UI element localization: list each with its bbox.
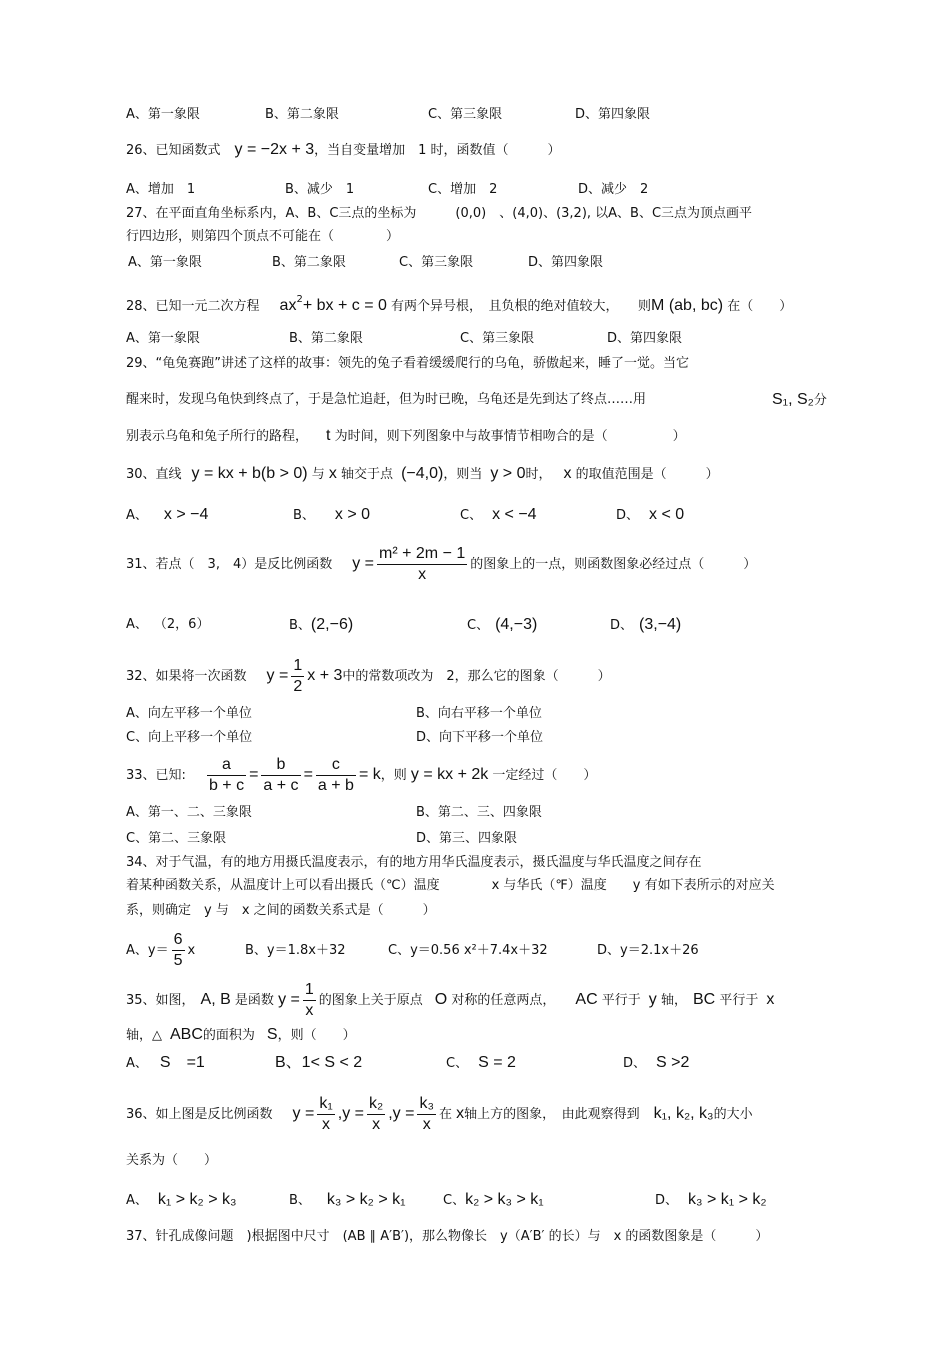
q33-text: 一定经过（ ） [492, 768, 597, 783]
q36-k3: k₃ [417, 1094, 436, 1115]
q33-fraction-2 [261, 755, 300, 796]
q31-option-b [289, 617, 353, 634]
q35-d-value: S >2 [656, 1054, 690, 1071]
q36-k-list: k₁, k₂, k₃ [653, 1105, 714, 1122]
q33-f1-denominator: b + c [208, 777, 245, 794]
q34-stem-line2: 着某种函数关系，从温度计上可以看出摄氏（℃）温度 x 与华氏（℉）温度 y 有如下表所示的对应关 [126, 878, 775, 893]
q29-t-label: t [326, 427, 331, 444]
q33-expression: y = kx + 2k [410, 766, 489, 783]
q33-f3-denominator: a + b [317, 777, 354, 794]
q29-line3-end: 为时间，则下列图象中与故事情节相吻合的是（ ） [334, 429, 686, 444]
q36-fraction-2 [367, 1094, 385, 1135]
q30-d-label: D、 [616, 508, 640, 523]
q33-f1-numerator: a [207, 755, 246, 776]
q36-d-value: k₃ > k₁ > k₂ [688, 1191, 767, 1208]
q35-text-1: 是函数 [234, 993, 274, 1008]
q32-stem [126, 654, 611, 699]
q33-option-c: C、第二、三象限 [126, 831, 227, 846]
q36-a-label: A、 [126, 1193, 148, 1208]
q34-a-label: A、y＝ [126, 943, 169, 958]
q31-c-label: C、 [467, 618, 490, 633]
q29-s-label: S₁, S₂ [772, 391, 814, 408]
q36-y3-equals: y = [392, 1105, 415, 1122]
q31-c-value: (4,−3) [495, 616, 538, 633]
q36-option-d [655, 1192, 767, 1209]
q35-text-2: 的图象上关于原点 [318, 993, 423, 1008]
q35-b-value: B、1< S < 2 [275, 1054, 363, 1071]
q30-d-value: x < 0 [649, 506, 685, 523]
q36-k1: k₁ [317, 1094, 334, 1115]
q28-expr-rest: + bx + c = 0 [302, 297, 387, 314]
q25-option-b: B、第二象限 [265, 107, 339, 122]
q29-stem-line2: 醒来时，发现乌龟快到终点了，于是急忙追赶，但为时已晚，乌龟还是先到达了终点……用 [126, 392, 647, 407]
q31-b-value: (2,−6) [310, 616, 354, 633]
q30-text-1: 与 [311, 467, 325, 482]
q35-fraction [303, 980, 316, 1021]
q30-option-c [460, 507, 537, 524]
q27-option-b: B、第二象限 [272, 255, 346, 270]
q30-c-value: x < −4 [492, 506, 537, 523]
q36-c-label: C、 [443, 1193, 466, 1208]
q32-option-a: A、向左平移一个单位 [126, 706, 252, 721]
q34-a-fraction [172, 930, 185, 971]
q32-option-d: D、向下平移一个单位 [416, 730, 544, 745]
q26-option-a: A、增加 1 [126, 182, 196, 197]
q30-a-value: x > −4 [163, 506, 209, 523]
q35-option-b [275, 1055, 362, 1072]
q28-point: M (ab, bc) [651, 297, 724, 314]
q30-c-label: C、 [460, 508, 483, 523]
q29-s-symbols [772, 392, 827, 409]
q33-fraction-3 [316, 755, 356, 796]
q26-stem [126, 142, 561, 159]
q35-c-value: S = 2 [478, 1054, 516, 1071]
q35-option-d [623, 1055, 689, 1072]
q35-a-label: A、 [126, 1056, 148, 1071]
q25-option-c: C、第三象限 [428, 107, 503, 122]
q33-option-b: B、第二、三、四象限 [416, 805, 542, 820]
q29-stem-line1: 29、“龟兔赛跑”讲述了这样的故事：领先的兔子看着缓缓爬行的乌龟，骄傲起来，睡了一觉。当它 [126, 356, 690, 371]
q36-option-c [443, 1192, 544, 1209]
q35-denominator: x [305, 1002, 314, 1019]
q29-line3-start: 别表示乌龟和兔子所行的路程， [126, 429, 309, 444]
q30-b-value: x > 0 [334, 506, 371, 523]
q36-denominator-1: x [322, 1116, 331, 1133]
q35-origin: O [434, 991, 448, 1008]
q36-y1-equals: y = [292, 1105, 315, 1122]
q35-triangle-abc: ABC [170, 1026, 203, 1043]
q25-option-a: A、第一象限 [126, 107, 200, 122]
q33-stem: 33、已知: $\frac{a}{b + c}$ = $\frac{b}{a + c}$ = $\frac{c}{a + b}$ = k，则 y = kx + 2k 一定经过（ ） [126, 756, 597, 794]
q36-option-a [126, 1192, 237, 1209]
q36-text-3: 的大小 [713, 1107, 753, 1122]
q26-option-c: C、增加 2 [428, 182, 498, 197]
q35-option-a [126, 1055, 205, 1072]
q28-end: 在（ ） [727, 299, 793, 314]
q36-stem-line2: 关系为（ ） [126, 1153, 218, 1168]
q35-y-axis: y [648, 991, 657, 1008]
q37-stem: 37、针孔成像问题 )根据图中尺寸 (AB ∥ A′B′)，那么物像长 y（A′B′ 的长）与 x 的函数图象是（ ） [126, 1229, 769, 1244]
q34-stem-line1: 34、对于气温，有的地方用摄氏温度表示，有的地方用华氏温度表示，摄氏温度与华氏温度之间存在 [126, 855, 702, 870]
q28-option-c: C、第三象限 [460, 331, 535, 346]
q26-expression: y = −2x + 3 [234, 141, 315, 158]
q31-a-value: （2，6） [153, 617, 210, 632]
q35-area-s: S [266, 1026, 278, 1043]
q35-option-c [446, 1055, 516, 1072]
q35-x-axis: x [766, 991, 775, 1008]
q35-number: 35、如图， [126, 993, 195, 1008]
q35-stem-line1 [126, 980, 774, 1021]
q36-text-2: 轴上方的图象， 由此观察得到 [464, 1107, 640, 1122]
q28-text: 有两个异号根， 且负根的绝对值较大， 则 [391, 299, 652, 314]
q25-option-d: D、第四象限 [575, 107, 651, 122]
q32-expression-tail: x + 3 [307, 667, 343, 684]
q34-option-a [126, 929, 195, 973]
q33-option-d: D、第三、四象限 [416, 831, 518, 846]
q33-f2-numerator: b [261, 755, 300, 776]
q27-option-a: A、第一象限 [128, 255, 202, 270]
q28-stem: 28、已知一元二次方程 $ax^2+$ bx + c = 0 有两个异号根， 且负根的绝对值较大， 则M (ab, bc) 在（ ） [126, 294, 793, 314]
q32-option-c: C、向上平移一个单位 [126, 730, 253, 745]
q26-text: ，当自变量增加 1 时，函数值（ ） [314, 143, 561, 158]
q33-option-a: A、第一、二、三象限 [126, 805, 252, 820]
q36-a-value: k₁ > k₂ > k₃ [157, 1191, 237, 1208]
q27-option-d: D、第四象限 [528, 255, 604, 270]
q36-k2: k₂ [367, 1094, 385, 1115]
q32-numerator: 1 [291, 656, 304, 677]
q28-option-b: B、第二象限 [289, 331, 363, 346]
q35-text-3: 对称的任意两点， [451, 993, 556, 1008]
q31-stem [126, 542, 756, 587]
q30-text-2: 轴交于点 [341, 467, 394, 482]
q31-d-value: (3,−4) [639, 616, 682, 633]
q28-option-d: D、第四象限 [607, 331, 683, 346]
q35-d-label: D、 [623, 1056, 647, 1071]
q34-a-denominator: 5 [173, 952, 183, 969]
q30-condition: y > 0 [490, 465, 526, 482]
q35-text-4: 平行于 [601, 993, 641, 1008]
q32-fraction [291, 656, 304, 697]
q33-f3-numerator: c [316, 755, 356, 776]
q31-fraction [377, 544, 467, 585]
q31-b-label: B、 [289, 618, 311, 633]
q34-a-x: x [187, 943, 196, 958]
q30-expression: y = kx + b(b > 0) [191, 465, 308, 482]
q34-stem-line3: 系，则确定 y 与 x 之间的函数关系式是（ ） [126, 903, 436, 918]
q34-option-c: C、y＝0.56 x²＋7.4x＋32 [388, 943, 548, 958]
q34-option-b: B、y＝1.8x＋32 [245, 943, 346, 958]
q36-fraction-3 [417, 1094, 436, 1135]
q30-point: (−4,0) [401, 465, 444, 482]
q26-option-d: D、减少 2 [578, 182, 649, 197]
q32-denominator: 2 [293, 678, 303, 695]
q30-option-a [126, 507, 208, 524]
q36-d-label: D、 [655, 1193, 679, 1208]
q31-option-d [610, 617, 681, 634]
q30-text-4: 时， [525, 467, 552, 482]
q36-b-label: B、 [289, 1193, 311, 1208]
q36-number: 36、如上图是反比例函数 [126, 1107, 273, 1122]
q35-line2-end: ，则（ ） [277, 1028, 356, 1043]
q29-stem-line3 [126, 428, 686, 445]
q31-option-a [126, 617, 209, 633]
q35-bc: BC [692, 991, 716, 1008]
q32-y-equals: y = [266, 667, 289, 684]
q35-c-label: C、 [446, 1056, 469, 1071]
q31-d-label: D、 [610, 618, 634, 633]
q34-a-numerator: 6 [172, 930, 185, 951]
q27-stem-line2: 行四边形，则第四个顶点不可能在（ ） [126, 229, 400, 244]
q36-stem-line1: 36、如上图是反比例函数 y = $\frac{\text{k₁}}{x}$ ,y = $\frac{\text{k₂}}{x}$ ,y = $\frac{\text{k₃}}{x}$ 在 x轴上方的图象， 由此观察得到 k₁, k₂, k₃的大小 [126, 1095, 753, 1133]
q31-y-equals: y = [352, 555, 375, 572]
q29-s-end: 分 [813, 393, 827, 408]
q35-line2-mid: 的面积为 [202, 1028, 255, 1043]
q36-text-1: 在 [438, 1107, 452, 1122]
q28-expr-ax: ax [279, 297, 297, 314]
q36-option-b [289, 1192, 406, 1209]
q36-fraction-1 [317, 1094, 334, 1135]
q27-option-c: C、第三象限 [399, 255, 474, 270]
q32-number: 32、如果将一次函数 [126, 669, 247, 684]
q30-x-symbol-2: x [563, 465, 572, 482]
q32-option-b: B、向右平移一个单位 [416, 706, 542, 721]
q36-c-value: k₂ > k₃ > k₁ [465, 1191, 544, 1208]
q36-denominator-2: x [372, 1116, 381, 1133]
q26-number: 26、已知函数式 [126, 143, 221, 158]
q35-y-equals: y = [278, 991, 300, 1008]
q35-text-6: 平行于 [719, 993, 759, 1008]
q35-a-value: S =1 [159, 1054, 205, 1071]
q30-text-5: 的取值范围是（ ） [575, 467, 719, 482]
q35-text-5: 轴， [660, 993, 687, 1008]
q30-option-d [616, 507, 684, 524]
q31-text: 的图象上的一点，则函数图象必经过点（ ） [470, 557, 757, 572]
q31-option-c [467, 617, 537, 634]
q36-denominator-3: x [422, 1116, 431, 1133]
q30-number: 30、直线 [126, 467, 182, 482]
q35-ab: A, B [200, 991, 231, 1008]
q34-option-d: D、y＝2.1x＋26 [597, 943, 699, 958]
q30-x-symbol: x [328, 465, 337, 482]
q36-y2-equals: y = [342, 1105, 364, 1122]
q36-x-axis: x [456, 1105, 465, 1122]
q31-a-label: A、 [126, 617, 148, 632]
q27-stem-line1: 27、在平面直角坐标系内，A、B、C三点的坐标为 (0,0) 、(4,0)、(3,2), 以A、B、C三点为顶点画平 [126, 206, 753, 221]
q31-denominator: x [418, 566, 427, 583]
q33-then: ，则 [380, 768, 407, 783]
q35-ac: AC [575, 991, 598, 1008]
q33-equals-k: = k [358, 766, 381, 783]
q33-f2-denominator: a + c [263, 777, 299, 794]
q31-number: 31、若点（ 3, 4）是反比例函数 [126, 557, 333, 572]
q30-stem [126, 466, 719, 483]
q30-text-3: ，则当 [443, 467, 483, 482]
q30-b-label: B、 [293, 508, 315, 523]
q31-numerator: m² + 2m − 1 [377, 544, 467, 565]
q36-b-value: k₃ > k₂ > k₁ [326, 1191, 406, 1208]
q26-option-b: B、减少 1 [285, 182, 355, 197]
q35-stem-line2 [126, 1027, 356, 1044]
q32-text: 中的常数项改为 2，那么它的图象（ ） [342, 669, 611, 684]
q30-option-b [293, 507, 370, 524]
q33-number: 33、已知: [126, 768, 186, 783]
q35-line2-start: 轴，△ [126, 1028, 162, 1043]
q28-number: 28、已知一元二次方程 [126, 299, 260, 314]
q35-numerator: 1 [303, 980, 316, 1001]
q33-fraction-1 [207, 755, 246, 796]
q28-option-a: A、第一象限 [126, 331, 200, 346]
q30-a-label: A、 [126, 508, 148, 523]
